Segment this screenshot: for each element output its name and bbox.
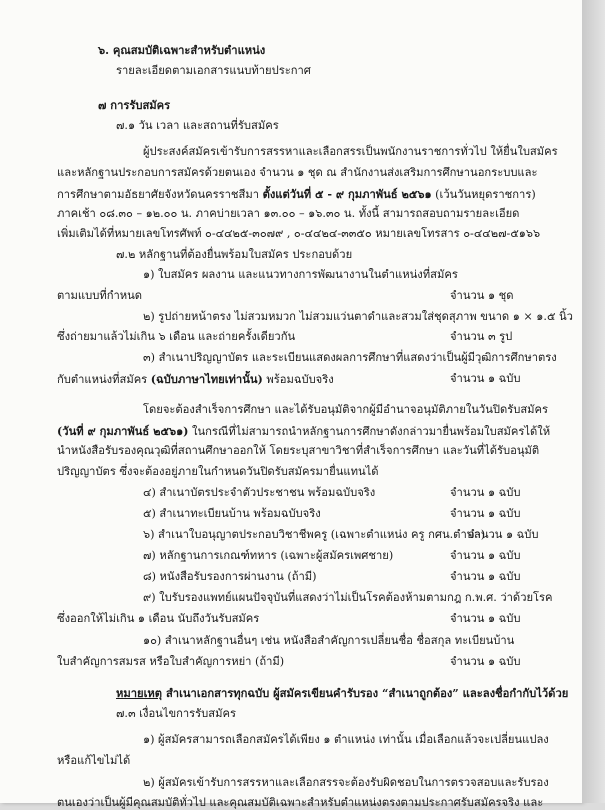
para-line: การศึกษาตามอัธยาศัยจังหวัดนครราชสีมา ตั้งแต่วันที่ ๕ - ๙ กุมภาพันธ์ ๒๕๖๑ (เว้นวันหยุดราชการ) bbox=[57, 187, 536, 201]
quantity: จำนวน ๑ ฉบับ bbox=[450, 486, 521, 499]
list-item: กับตำแหน่งที่สมัคร (ฉบับภาษาไทยเท่านั้น) พร้อมฉบับจริง bbox=[57, 372, 334, 386]
note-line: (วันที่ ๙ กุมภาพันธ์ ๒๕๖๑) ในกรณีที่ไม่สามารถนำหลักฐานการศึกษาดังกล่าวมายื่นพร้อมใบสมัครได้ให้ bbox=[57, 424, 551, 438]
quantity: จำนวน ๓ รูป bbox=[450, 330, 513, 343]
remark: หมายเหตุ สำเนาเอกสารทุกฉบับ ผู้สมัครเขียนคำรับรอง “สำเนาถูกต้อง” และลงชื่อกำกับไว้ด้วย bbox=[116, 686, 569, 700]
note-line: นำหนังสือรับรองคุณวุฒิที่สถานศึกษาออกให้ โดยระบุสาขาวิชาที่สำเร็จการศึกษา และวันที่ได้รับอนุมัติ bbox=[57, 444, 540, 457]
quantity: จำนวน ๑ ฉบับ bbox=[450, 372, 521, 385]
quantity: จำนวน ๑ ฉบับ bbox=[450, 655, 521, 668]
section-6-heading: ๖. คุณสมบัติเฉพาะสำหรับตำแหน่ง bbox=[98, 43, 266, 57]
condition-line: ๒) ผู้สมัครเข้ารับการสรรหาและเลือกสรรจะต้องรับผิดชอบในการตรวจสอบและรับรอง bbox=[143, 776, 549, 789]
date-range: ตั้งแต่วันที่ ๕ - ๙ กุมภาพันธ์ ๒๕๖๑ bbox=[262, 187, 432, 201]
note-line: ปริญญาบัตร ซึ่งจะต้องอยู่ภายในกำหนดวันปิดรับสมัครมายื่นแทนได้ bbox=[57, 465, 379, 478]
page-edge bbox=[582, 0, 605, 803]
quantity: จำนวน ๑ ชุด bbox=[450, 289, 514, 302]
quantity: จำนวน ๑ ฉบับ bbox=[450, 570, 521, 583]
para-line: ภาคเช้า ๐๘.๓๐ – ๑๒.๐๐ น. ภาคบ่ายเวลา ๑๓.๐๐ – ๑๖.๓๐ น. ทั้งนี้ สามารถสอบถามรายละเอียด bbox=[57, 207, 520, 220]
section-7-1-title: ๗.๑ วัน เวลา และสถานที่รับสมัคร bbox=[116, 119, 279, 132]
quantity: จำนวน ๑ ฉบับ bbox=[450, 549, 521, 562]
note-line: โดยจะต้องสำเร็จการศึกษา และได้รับอนุมัติจากผู้มีอำนาจอนุมัติภายในวันปิดรับสมัคร bbox=[143, 403, 549, 416]
list-item: ๖) สำเนาใบอนุญาตประกอบวิชาชีพครู (เฉพาะตำแหน่ง ครู กศน.ตำบล) bbox=[143, 528, 486, 541]
remark-label: หมายเหตุ bbox=[116, 686, 163, 700]
section-7-3-title: ๗.๓ เงื่อนไขการรับสมัคร bbox=[116, 707, 236, 720]
list-item: ซึ่งถ่ายมาแล้วไม่เกิน ๖ เดือน และถ่ายครั้งเดียวกัน bbox=[57, 330, 296, 343]
list-item: ตามแบบที่กำหนด bbox=[57, 289, 143, 302]
list-item: ๑) ใบสมัคร ผลงาน และแนวทางการพัฒนางานในตำแหน่งที่สมัคร bbox=[143, 268, 458, 281]
quantity: จำนวน ๑ ฉบับ bbox=[468, 528, 539, 541]
section-7-2-title: ๗.๒ หลักฐานที่ต้องยื่นพร้อมใบสมัคร ประกอบด้วย bbox=[116, 248, 353, 261]
section-6-detail: รายละเอียดตามเอกสารแนบท้ายประกาศ bbox=[116, 64, 311, 77]
list-item: ๘) หนังสือรับรองการผ่านงาน (ถ้ามี) bbox=[143, 570, 317, 583]
list-item: ใบสำคัญการสมรส หรือใบสำคัญการหย่า (ถ้ามี) bbox=[57, 655, 285, 668]
condition-line: ตนเองว่าเป็นผู้มีคุณสมบัติทั่วไป และคุณสมบัติเฉพาะสำหรับตำแหน่งตรงตามประกาศรับสมัครจริง และ bbox=[57, 796, 544, 809]
quantity: จำนวน ๑ ฉบับ bbox=[450, 507, 521, 520]
list-item: ๒) รูปถ่ายหน้าตรง ไม่สวมหมวก ไม่สวมแว่นตาดำและสวมใส่ชุดสุภาพ ขนาด ๑ × ๑.๕ นิ้ว bbox=[143, 310, 573, 323]
list-item: ๓) สำเนาปริญญาบัตร และระเบียนแสดงผลการศึกษาที่แสดงว่าเป็นผู้มีวุฒิการศึกษาตรง bbox=[143, 351, 557, 364]
list-item: ๗) หลักฐานการเกณฑ์ทหาร (เฉพาะผู้สมัครเพศชาย) bbox=[143, 549, 394, 562]
contact-line: เพิ่มเติมได้ที่หมายเลขโทรศัพท์ ๐-๔๔๒๕-๓๐๗๙ , ๐-๔๔๒๔-๓๓๕๐ หมายเลขโทรสาร ๐-๔๔๒๗-๕๑๖๖ bbox=[57, 227, 541, 240]
para-line: และหลักฐานประกอบการสมัครด้วยตนเอง จำนวน ๑ ชุด ณ สำนักงานส่งเสริมการศึกษานอกระบบและ bbox=[57, 166, 538, 179]
list-item: ๙) ใบรับรองแพทย์แผนปัจจุบันที่แสดงว่าไม่เป็นโรคต้องห้ามตามกฎ ก.พ.ศ. ว่าด้วยโรค bbox=[143, 591, 553, 604]
condition-line: ๑) ผู้สมัครสามารถเลือกสมัครได้เพียง ๑ ตำแหน่ง เท่านั้น เมื่อเลือกแล้วจะเปลี่ยนแปลง bbox=[143, 733, 549, 746]
list-item: ๕) สำเนาทะเบียนบ้าน พร้อมฉบับจริง bbox=[143, 507, 321, 520]
section-7-heading: ๗ การรับสมัคร bbox=[98, 98, 171, 112]
list-item: ๑๐) สำเนาหลักฐานอื่นๆ เช่น หนังสือสำคัญการเปลี่ยนชื่อ ชื่อสกุล ทะเบียนบ้าน bbox=[143, 634, 515, 647]
list-item: ซึ่งออกให้ไม่เกิน ๑ เดือน นับถึงวันรับสมัคร bbox=[57, 612, 260, 625]
quantity: จำนวน ๑ ฉบับ bbox=[450, 612, 521, 625]
condition-line: หรือแก้ไขไม่ได้ bbox=[57, 754, 131, 767]
para-line: ผู้ประสงค์สมัครเข้ารับการสรรหาและเลือกสรรเป็นพนักงานราชการทั่วไป ให้ยื่นใบสมัคร bbox=[143, 145, 558, 158]
list-item: ๔) สำเนาบัตรประจำตัวประชาชน พร้อมฉบับจริง bbox=[143, 486, 376, 499]
